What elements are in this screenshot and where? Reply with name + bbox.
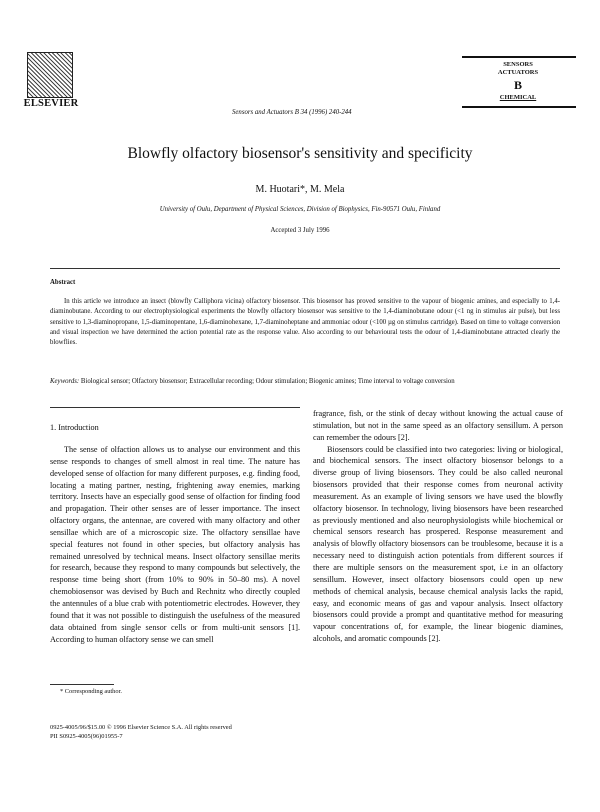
copyright — [50, 723, 232, 741]
body-column-left: The sense of olfaction allows us to analyse our environment and this sense responds to changes of smell almost in real time. The nature has developed sense of olfaction for many different purposes, e.g. finding food, locating a mating partner, nesting, frightening away enemies, marking territory. Insects have an especially good sense of olfaction for finding food and propagation. Their other senses are of lesser importance. The insect olfactory organs, the antennae, are covered with many olfactory and other sensillae which are of a microscopic size. The olfactory sensillae have special features not found in other species, but olfactory analysis has remained unresolved by technical means. Insect olfactory sensillae merits for research, because they respond to many compounds but selectively, the response time being short (from 10% to 90% in 50–80 ms). A novel chemobiosensor was devised by Buch and Rechnitz who directly coupled the antennules of a blue crab with potentiometric electrodes. However, they found that it was not possible to distinguish the usefulness of the measured data obtained from single sensor cells or from multi-unit sensors [1]. According to human olfactory sense we can smell — [50, 445, 300, 644]
abstract-text: In this article we introduce an insect (blowfly Calliphora vicina) olfactory biosensor. This biosensor has proved sensitive to the vapour of biogenic amines, and especially to 1,4-diaminobutane. According to our electrophysiological experiments the blowfly olfactory biosensor was sensitive to the 1,4-diaminobutane odour (<1 ng in stimulus air pulse), but less sensitive to 1,3-diaminopropane, 1,5-diaminopentane, 1,6-diaminohexane, 1,7-diaminoheptane and ammoniac odour (<100 µg on stimulus cartridge). Based on time to voltage conversion and visual inspection we have determined the action potential rate as the response value. Also according to our behavioural tests the odour of 1,4-diaminobutane attracted clearly the blowflies. — [50, 298, 560, 347]
copyright-line-2: PII S0925-4005(96)01955-7 — [50, 733, 123, 740]
paper-title: Blowfly olfactory biosensor's sensitivity and specificity — [127, 145, 473, 162]
abstract-bottom-rule — [50, 407, 300, 408]
keywords — [50, 377, 560, 387]
affiliation: University of Oulu, Department of Physical Sciences, Division of Biophysics, Fin-90571 Oulu, Finland — [159, 206, 441, 213]
keywords-list: Biological sensor; Olfactory biosensor; Extracellular recording; Odour stimulation; Biogenic amines; Time interval to voltage conversion — [80, 378, 455, 385]
authors: M. Huotari*, M. Mela — [255, 184, 345, 195]
publisher-name: ELSEVIER — [23, 98, 79, 109]
copyright-line-1: 0925-4005/96/$15.00 © 1996 Elsevier Science S.A. All rights reserved — [50, 724, 232, 731]
footnote-rule — [50, 684, 114, 685]
right-paragraph-1: fragrance, fish, or the stink of decay without knowing the actual cause of stimulation, but not in the same speed as an olfactory sensillum. A person can remember the odours [2]. — [313, 409, 563, 442]
elsevier-logo — [22, 52, 79, 114]
keywords-label: Keywords: — [50, 378, 80, 385]
section-heading: 1. Introduction — [50, 423, 99, 432]
abstract-heading: Abstract — [50, 279, 76, 286]
journal-logo-letter: B — [513, 78, 522, 92]
journal-logo-line3: CHEMICAL — [499, 94, 537, 101]
journal-logo — [458, 52, 578, 114]
journal-logo-line1: SENSORS — [503, 61, 533, 68]
abstract-top-rule — [50, 268, 560, 269]
body-column-right — [313, 408, 563, 645]
elsevier-tree-icon — [27, 52, 73, 98]
journal-logo-line2: ACTUATORS — [497, 69, 539, 76]
journal-reference: Sensors and Actuators B 34 (1996) 240-244 — [232, 109, 352, 116]
footnote: * Corresponding author. — [60, 688, 122, 695]
right-paragraph-2: Biosensors could be classified into two categories: living or biological, and biochemical sensors. The insect olfactory biosensor belongs to a diverse group of living biosensors. They could be also called neuronal biosensors provided that their response comes from neuronal activity measurement. As an example of living sensors we have used the blowfly olfactory biosensor. In technology, living biosensors have been researched as previously mentioned and also neurophysiologists while biochemical or chemical sensors research has prospered. Response measurement and analysis of blowfly olfactory biosensors can be troublesome, because it is a necessary need to distinguish action potentials from different sources if there are multiple sensors on the measurement spot, i.e in an olfactory sensillum. However, insect olfactory biosensors could open up new methods of chemical analysis, because chemical analysis lacks the rapid, easy, and economic means of gas and vapour analysis. Insect olfactory biosensors could provide a prompt and quantitative method for measuring vapour concentrations of, for example, the linear biogenic diamines, alcohols, and aromatic compounds [2]. — [313, 444, 563, 644]
accepted-date: Accepted 3 July 1996 — [270, 227, 330, 234]
